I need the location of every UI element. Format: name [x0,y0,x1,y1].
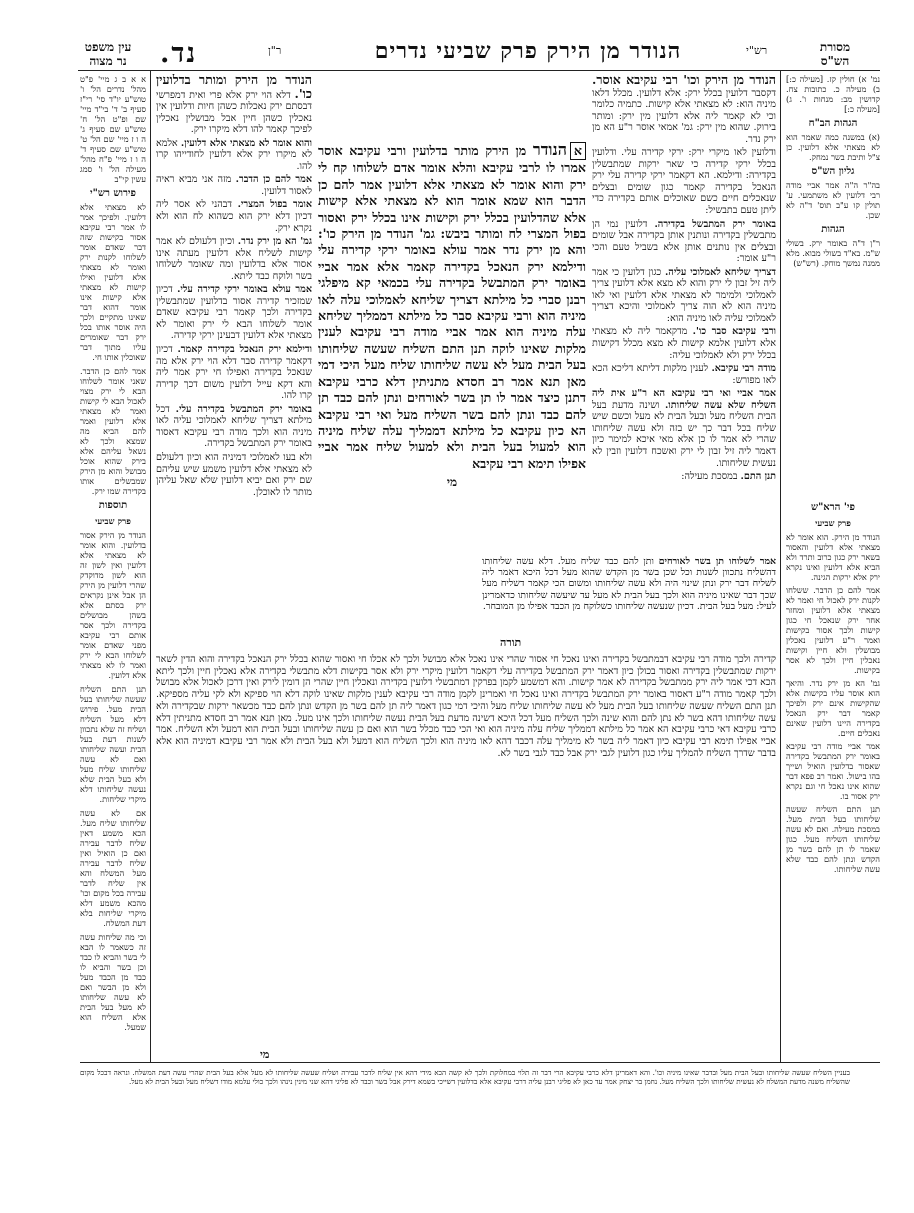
lower-catchword: תורה [500,636,522,649]
rash-text-5: תנן התם השליח שעשה שליחותו בעל הבית מעל. במסכת מעילה. ואם לא עשה שליחותו השליח מעל. כגון שאמר לו תן להם בשר מן הקדש ונתן להם כבד שלא עשה שליחותו. [786,804,880,874]
right-margin-rule [780,70,781,1062]
rashi-column [156,74,312,552]
ran-dibur-3: באומר ירק המתבשל בקדירה. [654,218,776,230]
ran-text-8: במסכת מעילה: [681,471,738,483]
rashi-text-1: דלא הוי ירק אלא פרי ואית דמפרשי דבסתם ירק נאכלות כשהן חיות ודלועין אין נאכלין כשהן חיין אבל מבושלין נאכלין לפיכך קאמר להו דלא מיקרו ירק. [156,89,312,136]
bottom-note: בעניין השליח שעשה שליחותו ובעל הבית מעל ובדבר שאינו מיניה וכו'. והא דאמרינן דלא כרבי עקיבא הרי דבר זה תלוי במחלוקת ולכך לא קשה הכא מידי דהא אין שליח לדבר עבירה ושליח שעשה שליחותו לא מעל אלא בעל הבית שהרי עשה דעת המשלח. ונראה דבכל מקום שהשליח משנה מדעת המשלח לא נעשית שליחותו ולכך השליח מעל. נחמן בר יצחק אמר עד כאן לא פליגי רבנן עליה דרבי עקיבא אלא בדלועין דשייכי בשמא דירק אבל בשר וכבד לא פליגי דהא שני מינין נינהו ולכך כולי עלמא מודו דשליח מעל ובעל הבית לא מעל. [80,1068,850,1087]
tosafot-subheading: פרק שביעי [95,517,131,527]
rashi-text-8: דכל מילתא דצריך שליחא לאמלוכי עליה לאו מיניה הוא ולכך מודה רבי עקיבא דאסור באומר ירק המתבשל בקדירה. [156,403,312,450]
rash-text-3: גמ' הא מן ירק נדר. והיאך הוא אוסר עליו בקישות אלא שהקישות אינם ירק ולפיכך קאמר דבר ירק הנאכל בקדירה היינו דלועין שאינם נאכלים חיים. [786,678,880,738]
rashi-text-3: מזה אני מביא ראיה לאסור דלועין. [156,174,312,197]
tosafot-text-1: הנודר מן הירק אסור בדלועין. והוא אומר לא מצאתי אלא דלועין ואין לשון זה הוא לשון מדוקדק שהרי דלועין מן הירק הן אבל אינן נקראים ירק בסתם אלא בשהן מבושלים בקדירה ולכך אסר אותם רבי עקיבא מפני שאדם אומר לשלוחו הבא לי ירק ואמר לו לא מצאתי אלא דלועין. [80,530,146,680]
rashi-text-4: דבהני לא אסר ליה דכיון דלא ירק הוא כשהוא לח הוא ולא נקרא ירק. [156,199,312,234]
ran-text-6: לענין מלקות דליתא דליכא הכא לאו מפורש: [592,363,776,386]
left-margin [80,74,146,1059]
hagahot-bach-text: (א) במשנה כמה שאמר הוא לא מצאתי אלא דלועין. כן צ"ל ותיבת בשר נמחק. [786,132,880,162]
peirush-heading: פירוש רש"י [90,188,136,199]
rash-text-4: אמר אביי מודה רבי עקיבא באומר ירק המתבשל בקדירה שאסור בדלועין הואיל ושייך בהו בישול. ואמר רב פפא דבר שהוא אינו נאכל חי וגם נקרא ירק אסור בו. [786,741,880,801]
peirush-text-2: אמר להם כן הדבר. שאני אומר לשלוחו הבא לי ירק מצוי לאכול הבא לי קישות ואמר לא מצאתי אלא דלועין ואמר להם הביא מה שמצא ולכך לא נשאל עליהם אלא בירק שהוא אוכל מבושל והוא מן הירק שמבשלים אותו בקדירה שמו ירק. [80,366,146,496]
left-margin-rule [150,70,151,1062]
tosafot-text-4: וכי מה שליחות עשה זה כשאמר לו הבא לי בשר והביא לו כבד וכן בשר והביא לו כבד מן הכבד מעל ולא מן הבשר ואם לא עשה שליחותו לא מעל בעל הבית אלא השליח הוא שמעל. [80,932,146,1032]
mishna-text: מן הירק מותר בדלועין ורבי עקיבא אוסר אמרו לו לרבי עקיבא והלא אומר אדם לשלוחו קח לי ירק והוא אומר לא מצאתי אלא דלועין אמר להם כן הדבר הוא שמא אומר הוא לא מצאתי אלא קישות אלא שהדלועין בכלל ירק וקישות אינו בכלל ירק ואסור בפול המצרי לח ומותר ביבש: [318,143,586,242]
ran-dibur-4: דצריך שליחא לאמלוכי עליה. [664,266,776,278]
rashi-dibur-2: והוא אומר לא מצאתי אלא דלועין. [180,137,312,149]
rashi-text-9: ולא בעו לאמלוכי דמיניה הוא וכיון דלעולם לא מצאתי אלא דלועין משמע שיש עליהם שם ירק ואם יביא דלועין שלא שאל עליהן מותר לו לאוכלן. [156,451,312,498]
hagahot-heading: הגהות [821,224,845,235]
gemara-text: גמ' הנודר מן הירק כו': והא מן ירק נדר אמר עולא באומר ירקי קדירה עלי ודילמא ירק הנאכל בקדירה קאמר אלא אמר אביי באומר ירק המתבשל בקדירה עלי בכמאי קא מיפלגי רבנן סברי כל מילתא דצריך שליחא לאמלוכי עלה לאו מיניה הוא ורבי עקיבא סבר כל מילתא דממליך שליחא עלה מיניה הוא אמר אביי מודה רבי עקיבא לענין מלקות שאינו לוקה תנן התם השליח שעשה שליחותו בעל הבית מעל לא עשה שליחותו שליח מעל היכי דמי מאן תנא אמר רב חסדא מתניתין דלא כרבי עקיבא דתנן כיצד אמר לו תן בשר לאורחים ונתן להם כבד תן להם כבד ונתן להם בשר השליח מעל ואי רבי עקיבא הא כיון עקיבא כל מילתא דממליך עלה שליח מיניה הוא למעול בעל הבית ולא למעול שליח אמר אביי אפילו תימא רבי עקיבא [318,226,586,471]
rashi-dibur-4: אומר בפול המצרי. [237,199,312,211]
ran-text-2: ודלועין לאו מיקרי ירק: ירקי קדירה עלי. ודלועין בכלל ירקי קדירה כי שאר ירקות שמתבשלין בקדירה: ודילמא. הא דקאמר ירקי קדירה עלי ירק הנאכל בקדירה קאמר כגון שומים ובצלים שנאכלים חיים כשם שאוכלים אותם בקדירה כדי ליתן טעם בתבשיל: [592,147,776,217]
page-title: הנודר מן הירק פרק שביעי נדרים [374,38,682,64]
tosafot-text-3: אם לא עשה שליחותו שליח מעל. הכא משמע דאין שליח לדבר עבירה ואם כן הואיל ואין שליח לדבר עבירה מעל המשלח והא אין שליח לדבר עבירה בכל מקום וכו' מהכא משמע דלא מיקרי שליחות בלא דעת המשלח. [80,808,146,928]
gilyon-text: בה"ר ה"ה אמר אביי מודה רבי דלועין לא משתמעי. ע' תולין קו ע"ב תוס' ד"ה לא שכן. [786,180,880,220]
rashi-dibur-8: באומר ירק המתבשל בקדירה עלי. [175,403,312,415]
rashi-dibur-5: גמ' הא מן ירק נדר. [237,236,312,248]
ran-column [592,74,776,552]
mesoret-text: נמ' א) חולין קז. [מעילה כ:] ב) מעילה כ. כתובות צח. קדושין מב: מנחות ו'. ג) [מעילה כ:] [786,74,880,114]
ein-mishpat-header: עין משפט נר מצוה [84,40,132,68]
tosafot-heading: תוספות [98,500,128,511]
gemara-text-block [318,142,586,552]
rashi-dibur-6: אמר עולא באומר ירקי קדירה עלי. [177,284,312,296]
ran-text-3: דלועין נמי הן מתבשלין בקדירה ונותנין אותן בקדירה אבל שומים ובצלים אין נותנים אותן אלא בשביל טעם והכי ר"ע אומר: [592,218,776,265]
header-rule [78,70,880,71]
ran-dibur-6: מודה רבי עקיבא. [711,363,776,375]
catchword: מי [446,475,458,490]
rashi-text-6: דכיון שמזכיר קדירה אסור בדלועין שמתבשלין בקדירה ולכך קאמר רבי עקיבא שאדם אומר לשלוחו הבא לי ירק ואומר לא מצאתי אלא דלועין דבעינן ירקי קדירה. [156,284,312,342]
ran-dibur-8: תנן התם. [740,471,776,483]
rashi-text-5: וכיון דלעולם לא אמר קישות לשליח אלא דלועין מעתה אינו אסור אלא בדלועין ומה שאומר לשלוחו בשר ולוקח כבד ליתא. [156,236,312,282]
rashi-dibur-7: ודילמא ירק הנאכל בקדירה קאמר. [177,344,312,356]
footer-catchword: מי [260,1048,270,1061]
rash-text-2: אמר להם כן הדבר. ששלחו לקנות ירק לאכול חי ואמר לא מצאתי אלא דלועין ומחזר אחר ירק שנאכל חי כגון קישות ולכך אסור בקישות ואמר ר"ע דלועין נאכלין מבושלין ולא חיין וקישות נאכלין חיין ולכך לא אסר בקישות. [786,585,880,675]
hagahot-text: ר"ן ד"ה באומר ירק. בשולי ש"מ. בא"ד בשולי מבוא. מלא ממנה נמשך מוחק. (רש"ש) [786,238,880,268]
ran-text-1: דקסבר דלועין בכלל ירק: אלא דלועין. מכלל דלאו מיניה הוא: לא מצאתי אלא קישות. כתמיה כלומר וכי לא קאמר ליה אלא דלועין מין ירק: ומותר בירוק. שהוא מין ירק: גמ' אמאי אוסר ר"ע הא מן ירק נדר. [592,87,776,145]
folio-number: נד. [160,38,198,69]
ran-text-4: כגון דלועין כי אמר ליה זיל זבון לי ירק והוא לא מצא אלא דלועין צריך לאמלוכי ולמימר לא מצאתי אלא דלועין ואי לאו מיניה הוא לא הוה צריך לאמלוכי והיכא דצריך לאמלוכי עליה לאו מיניה הוא: [592,266,776,324]
rashi-text-2: אלמא לא מיקרו ירק אלא דלועין לחודייהו קרו להו. [156,137,312,172]
lower-right-text: ותן להם כבד שליח מעל. דלא עשה שליחותו דהשליח נתכוון לשנות וכל שכן בשר מן הקדש שהוא מעל דכל היכא דאמר ליה לשליח דבר ירק ונתן שינוי היה ולא עשה שליחותו ומשום הכי קאמר דשליח מעל שכך דבר שאינו מיניה הוא ולכך בעל הבית לא מעל עד שיעשה שליחותו כדאמרינן לעיל: מעל בעל הבית. דכיון שנעשה שליחותו כשלוקח מן הכבד אפילו מן המובחר. [482,556,776,612]
ran-text-5: מדקאמר ליה לא מצאתי אלא דלועין אלמא קישות לא מצא מכלל דקישות בכלל ירק ולא לאמלוכי עליה: [592,326,776,361]
gilyon-heading: גליון הש"ס [811,166,855,177]
lower-right-block [482,556,776,634]
ran-dibur-5: ורבי עקיבא סבר כו'. [692,326,776,338]
rashi-dibur-3: אמר להם כן הדבר. [235,174,312,186]
hagahot-bach-heading: הגהות הב"ח [808,118,858,129]
rash-heading: פי' הרא"ש [811,502,855,513]
ran-dibur-7: אמר אביי ואי רבי עקיבא הא ר"ע אית ליה השליח שלא עשה שליחותו. [592,388,776,411]
right-margin [786,74,880,1059]
opening-word: הנודר [532,142,567,159]
rash-subheading: פרק שביעי [815,519,851,529]
mesoret-header: מסורת הש"ס [819,40,851,68]
ran-dibur-1: הנודר מן הירק וכו' רבי עקיבא אוסר. [592,74,776,87]
peirush-text-1: לא מצאתי אלא דלועין. ולפיכך אמר לו אמר רבי עקיבא אסור בקישות שזה דבר שאדם אומר לשלוחו לקנות ירק ואומר לא מצאתי אלא דלועין ואילו קישות לא מצאתי אלא קישות אינו אומר דהוא דבר שאינו מתקיים ולכך היה אוסר אותו בכל ירק דבר שאומרים עליו מתוך דבר שאוכלין אותו חי. [80,202,146,362]
mishna-marker: א [570,142,586,160]
bottom-rule [80,1062,880,1063]
rash-text-1: הנודר מן הירק. הוא אומר לא מצאתי אלא דלועין והאסור בשאר ירק כגון כרוב ותרד ולא הביא אלא דלועין ואינו נקרא ירק אלא ירקות הגינה. [786,532,880,582]
rashi-header: רש"י [746,44,768,57]
lower-commentary-text: קדירה ולכך מודה רבי עקיבא דבמתבשל בקדירה ואינו נאכל חי אסור שהרי אינו נאכל אלא מבושל ולכך לא אכלו חי ואסור שהוא בכלל ירק הנאכל בקדירה והוא הדין לשאר ירקות שמתבשלין בקדירה ואסור בכולן כיון דאמר ירק המתבשל בקדירה עלי דקאמר דלועין מיקרי ירק ולא אסר בקישות דלא מתבשלי בקדירה אלא נאכלין חיין ולכך ליתא הכא דכי אמר ליה ירק ממתבשל בקדירה לא אמר קישות. והא דמשמע לקמן בפרקין דמתבשלי דלועין בקדירה ונאכלין חיין שהרי הן דומין לירק ואין דרכן לאכול אלא מבושל ולכך קאמר מודה ר"ע דאסור באומר ירק המתבשל בקדירה ואינו נאכל חי ואמרינן לקמן מודה רבי עקיבא לענין מלקות שאינו לוקה דלא הוי ספיקא ולא לקי עליה מספיקא. תנן התם השליח שעשה שליחותו בעל הבית מעל לא עשה שליחותו שליח מעל והיכי דמי כגון דאמר ליה תן להם בשר מן הקדש ונתן להם כבד מכשאר ירקות שבקדירה ולא עשה שליחותו דהא בשר לא נתן להם והוא שינה ולכך השליח מעל דכל היכא דשינה מדעת בעל הבית נעשה שליחותו ולכך אינו מעל. מאן תנא אמר רב חסדא מתניתין דלא כרבי עקיבא דאי כרבי עקיבא הא אמר כל מילתא דממליך שליח עלה מיניה הוא ואי הכי כבד מכלל בשר הוא ואם כן עשה שליחותו ובעל הבית הוא דמעל ולא השליח. אמר אביי אפילו תימא רבי עקיבא כיון דאמר ליה בשר לא מימליך עלה דכבד דהא לאו מיניה הוא ולכך השליח הוא דמעל ולא בעל הבית ולא אמר רבי עקיבא דמיניה הוא אלא בדבר שדרך השליח להמליך עליו כגון דלועין לגבי ירק אבל כבד לגבי בשר לא. [156,654,776,759]
rashi-dibur-1: הנודר מן הירק ומותר בדלועין כו'. [156,74,312,101]
ran-text-7: ושינה מדעת בעל הבית השליח מעל ובעל הבית לא מעל וכשם שיש שליח בכל דבר כך יש בזה ולא עשה שליחותו שהרי לא אמר לו כן אלא מאי איכא למימר כיון דאמר ליה זיל זבון לי ירק ואשכח דלועין וזבין לא נעשית שליחותו. [592,399,776,469]
tosafot-text-2: תנן התם השליח שעשה שליחותו בעל הבית מעל. פירוש דלא מעל השליח ושליח זה שלא נתכוון לשנות דעת בעל הבית ועשה שליחותו ואם לא עשה שליחותו שליח מעל ולא בעל הבית שלא נעשה שליחותו דלא מיקרי שליחות. [80,684,146,804]
ran-header: ר"ן [268,44,282,57]
lower-dibur: אמר לשלוחו תן בשר לאורחים [658,556,776,567]
ein-mishpat-text: א א ב ג מיי' פ"ט מהל' נדרים הל' ו' טוש"ע יו"ד סי' רי"ז סעיף ב' ד' בי"ד מיי' שם ופ"ט הל' ח' טוש"ע שם סעיף ג' ה ו ז מיי' שם הל' ט' טוש"ע שם סעיף ד' ה ו ז מיי' פ"ח מהל' מעילה הל' ו' סמג עשין קי"ב [80,74,146,184]
lower-commentary [156,654,776,1046]
rashi-text-7: דכיון דקאמר קדירה סבר דלא הוי ירק אלא מה שנאכל בקדירה ואפילו חי ירק אמר ליה והא דקא עייל דלועין משום דכך קדירה קרו להו. [156,344,312,402]
